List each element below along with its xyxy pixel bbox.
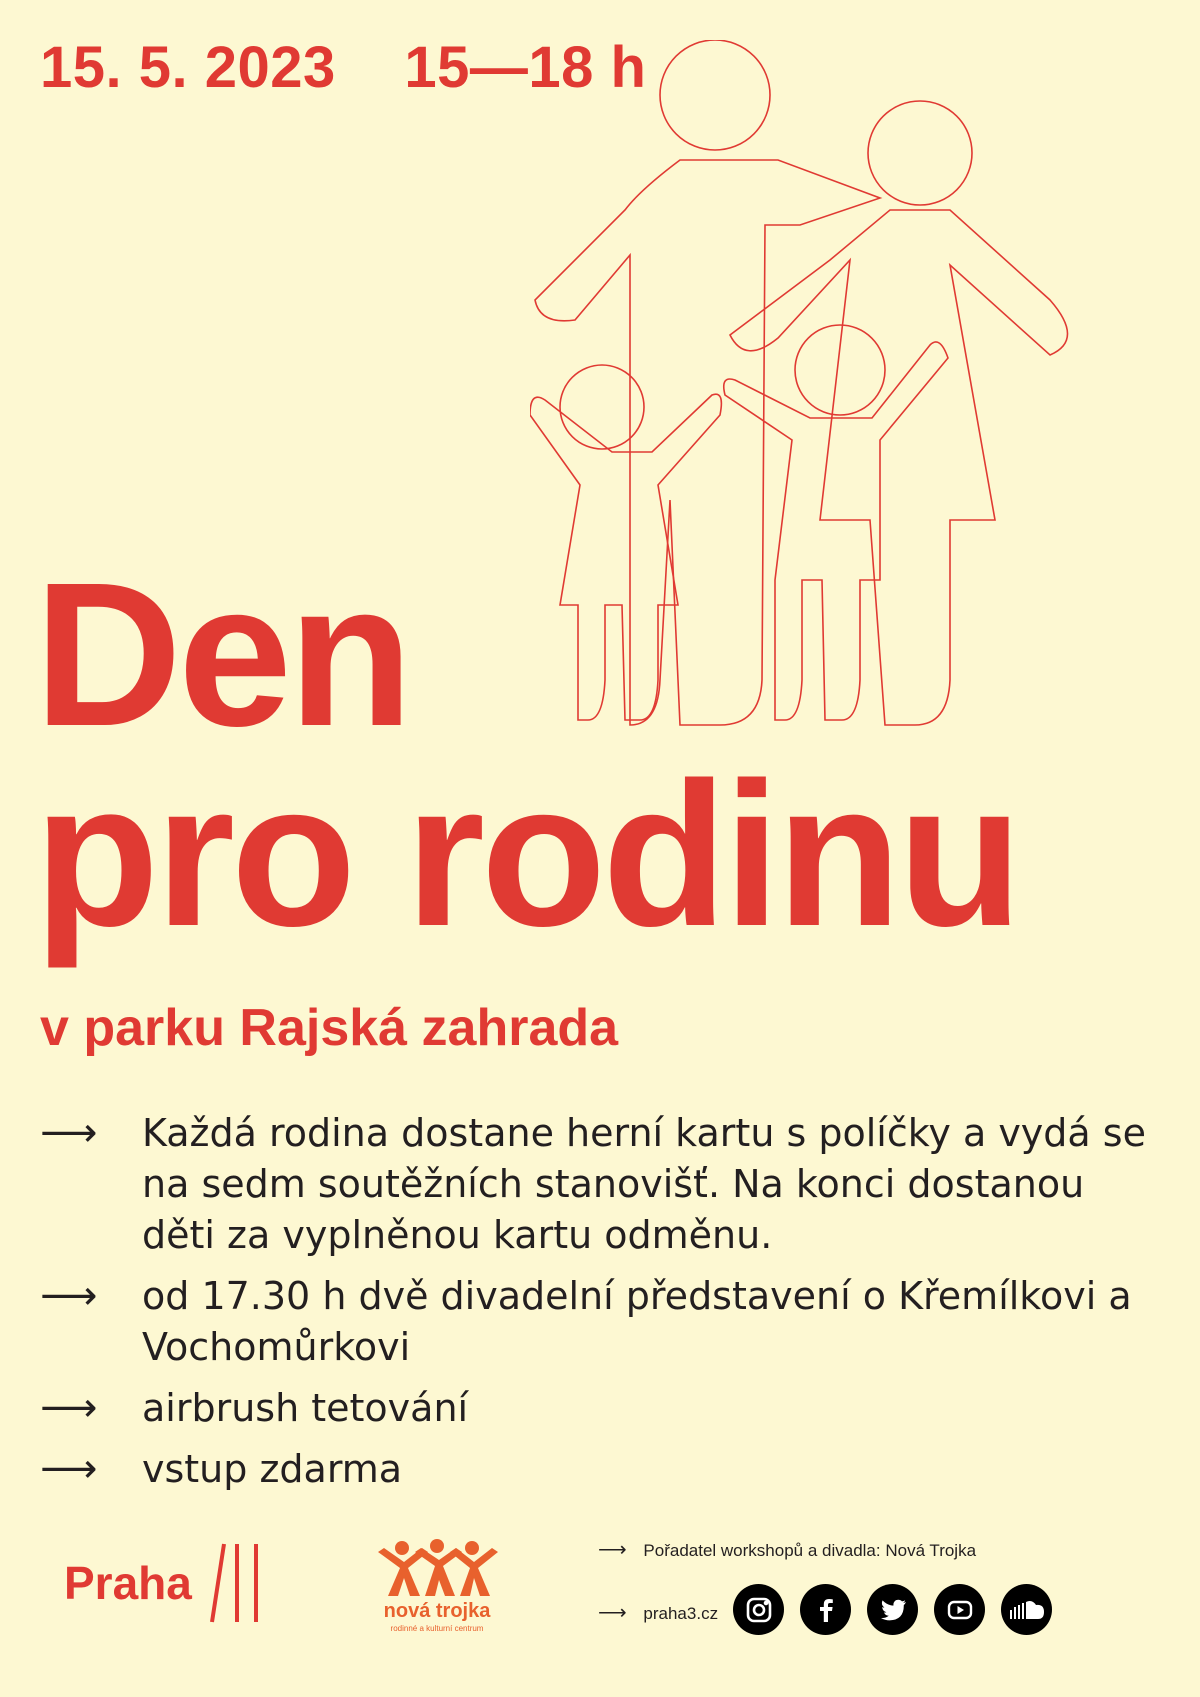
nova-trojka-tagline: rodinné a kulturní centrum (390, 1624, 484, 1633)
event-title-line1: Den (34, 540, 410, 769)
info-item-text: airbrush tetování (142, 1386, 469, 1430)
event-time: 15—18 h (404, 35, 647, 100)
girl-body (530, 394, 721, 720)
nova-trojka-logo (370, 1538, 504, 1638)
info-item (40, 1444, 1160, 1495)
father-head (660, 40, 770, 150)
twitter-icon[interactable] (867, 1584, 918, 1635)
info-item-text: vstup zdarma (142, 1447, 403, 1491)
mother-head (868, 101, 972, 205)
arrow-right-icon: ⟶ (40, 1110, 98, 1156)
boy-body (724, 342, 948, 720)
family-illustration (530, 40, 1150, 740)
arrow-right-icon: ⟶ (598, 1539, 627, 1561)
website-link[interactable]: praha3.cz (643, 1604, 719, 1623)
facebook-icon[interactable] (800, 1584, 851, 1635)
arrow-right-icon: ⟶ (40, 1446, 98, 1492)
event-date: 15. 5. 2023 (40, 35, 336, 100)
organizer-text: Pořadatel workshopů a divadla: Nová Trojka (643, 1541, 977, 1560)
nova-trojka-text: nová trojka (383, 1600, 491, 1622)
social-links (733, 1584, 1052, 1635)
arrow-right-icon: ⟶ (40, 1385, 98, 1431)
mother-body (730, 210, 1068, 725)
info-item-text: od 17.30 h dvě divadelní představení o Křemílkovi a Vochomůrkovi (142, 1274, 1132, 1369)
nova-trojka-figures-icon (370, 1538, 504, 1600)
website-line (598, 1600, 718, 1625)
instagram-icon[interactable] (733, 1584, 784, 1635)
organizer-line (598, 1537, 976, 1562)
girl-head (560, 365, 644, 449)
event-title-line2: pro rodinu (34, 740, 1019, 969)
praha-logo-text: Praha (64, 1557, 192, 1609)
praha-logo-bars-icon (192, 1538, 262, 1628)
youtube-icon[interactable] (934, 1584, 985, 1635)
event-location: v parku Rajská zahrada (40, 999, 619, 1057)
info-item (40, 1271, 1160, 1373)
praha-logo (64, 1538, 262, 1628)
info-item (40, 1383, 1160, 1434)
arrow-right-icon: ⟶ (40, 1273, 98, 1319)
boy-head (795, 325, 885, 415)
info-list (40, 1108, 1160, 1505)
soundcloud-icon[interactable] (1001, 1584, 1052, 1635)
info-item-text: Každá rodina dostane herní kartu s políčky a vydá se na sedm soutěžních stanovišť. Na konci dostanou děti za vyplněnou kartu odměnu. (142, 1111, 1146, 1257)
arrow-right-icon: ⟶ (598, 1602, 627, 1624)
info-item (40, 1108, 1160, 1261)
